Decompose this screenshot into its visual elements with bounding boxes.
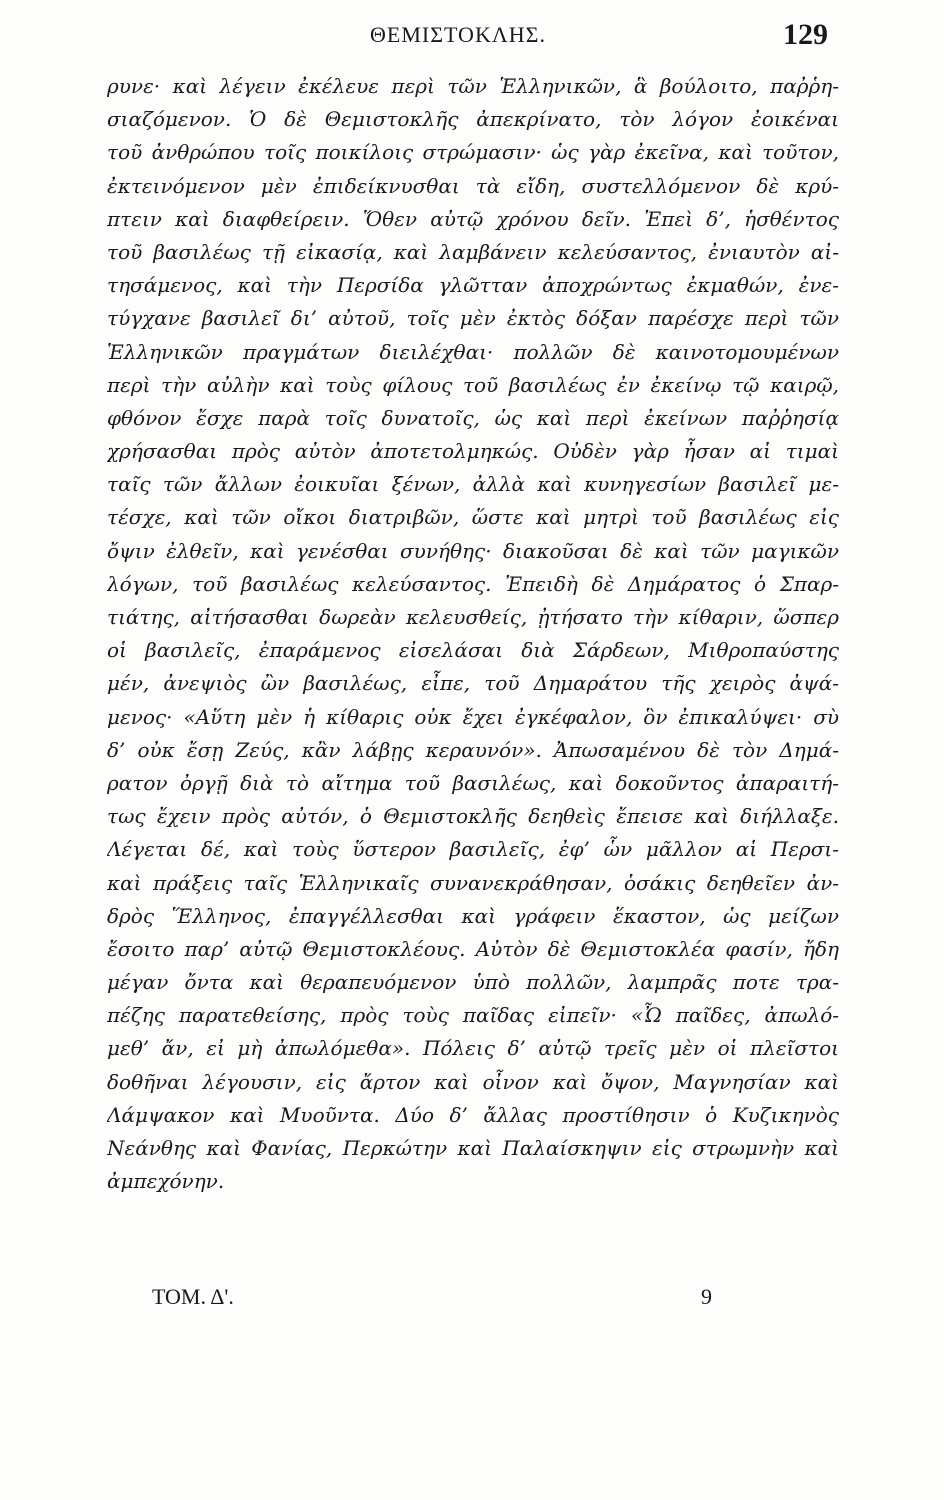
text-line: μέγαν ὄντα καὶ θεραπευόμενον ὑπὸ πολλῶν, λαμπρᾶς ποτε τρα- bbox=[107, 970, 839, 995]
text-line: ἀμπεχόνην. bbox=[107, 1169, 225, 1194]
text-line: ἐκτεινόμενον μὲν ἐπιδείκνυσθαι τὰ εἴδη, συστελλόμενον δὲ κρύ- bbox=[107, 173, 839, 198]
text-line: τιάτης, αἰτήσασθαι δωρεὰν κελευσθείς, ᾐτήσατο τὴν κίθαριν, ὥσπερ bbox=[107, 605, 839, 629]
text-line: δρὸς Ἕλληνος, ἐπαγγέλλεσθαι καὶ γράφειν ἕκαστον, ὡς μείζων bbox=[107, 903, 839, 928]
text-line: ὄψιν ἐλθεῖν, καὶ γενέσθαι συνήθης· διακοῦσαι δὲ καὶ τῶν μαγικῶν bbox=[107, 538, 839, 563]
text-line: καὶ πράξεις ταῖς Ἑλληνικαῖς συνανεκράθησαν, ὁσάκις δεηθεῖεν ἀν- bbox=[107, 870, 839, 895]
text-line: φθόνον ἔσχε παρὰ τοῖς δυνατοῖς, ὡς καὶ περὶ ἐκείνων παῤῥησίᾳ bbox=[107, 405, 839, 430]
text-line: Λέγεται δέ, καὶ τοὺς ὕστερον βασιλεῖς, ἐφ’ ὧν μᾶλλον αἱ Περσι- bbox=[107, 837, 839, 862]
text-line: τως ἔχειν πρὸς αὐτόν, ὁ Θεμιστοκλῆς δεηθεὶς ἔπεισε καὶ διήλλαξε. bbox=[107, 804, 839, 829]
text-line: Νεάνθης καὶ Φανίας, Περκώτην καὶ Παλαίσκηψιν εἰς στρωμνὴν καὶ bbox=[107, 1136, 839, 1160]
text-line: μενος· «Αὕτη μὲν ἡ κίθαρις οὐκ ἔχει ἐγκέφαλον, ὃν ἐπικαλύψει· σὺ bbox=[107, 704, 839, 729]
text-line: πτειν καὶ διαφθείρειν. Ὅθεν αὐτῷ χρόνου δεῖν. Ἐπεὶ δ’, ἡσθέντος bbox=[107, 206, 839, 231]
text-line: τοῦ ἀνθρώπου τοῖς ποικίλοις στρώμασιν· ὡς γὰρ ἐκεῖνα, καὶ τοῦτον, bbox=[107, 140, 839, 165]
text-line: μέν, ἀνεψιὸς ὢν βασιλέως, εἶπε, τοῦ Δημαράτου τῆς χειρὸς ἀψά- bbox=[107, 671, 839, 696]
text-line: χρήσασθαι πρὸς αὐτὸν ἀποτετολμηκώς. Οὐδὲν γὰρ ἦσαν αἱ τιμαὶ bbox=[107, 439, 839, 464]
text-line: τοῦ βασιλέως τῇ εἰκασίᾳ, καὶ λαμβάνειν κελεύσαντος, ἐνιαυτὸν αἰ- bbox=[107, 239, 839, 264]
text-line: μεθ’ ἄν, εἰ μὴ ἀπωλόμεθα». Πόλεις δ’ αὐτῷ τρεῖς μὲν οἱ πλεῖστοι bbox=[107, 1036, 839, 1061]
running-head bbox=[100, 16, 840, 56]
page-number: 129 bbox=[783, 18, 828, 51]
text-line: οἱ βασιλεῖς, ἐπαράμενος εἰσελάσαι διὰ Σάρδεων, Μιθροπαύστης bbox=[107, 638, 839, 663]
page-footer bbox=[152, 1284, 712, 1320]
text-line: τέσχε, καὶ τῶν οἴκοι διατριβῶν, ὥστε καὶ μητρὶ τοῦ βασιλέως εἰς bbox=[107, 505, 839, 530]
text-line: περὶ τὴν αὐλὴν καὶ τοὺς φίλους τοῦ βασιλέως ἐν ἐκείνῳ τῷ καιρῷ, bbox=[107, 372, 839, 397]
volume-signature: ΤΟΜ. Δ'. bbox=[152, 1284, 234, 1309]
body-text bbox=[107, 70, 839, 1198]
text-line: ταῖς τῶν ἄλλων ἐοικυῖαι ξένων, ἀλλὰ καὶ κυνηγεσίων βασιλεῖ με- bbox=[107, 472, 839, 497]
text-line: Ἑλληνικῶν πραγμάτων διειλέχθαι· πολλῶν δὲ καινοτομουμένων bbox=[107, 339, 839, 364]
text-line: δοθῆναι λέγουσιν, εἰς ἄρτον καὶ οἶνον καὶ ὄψον, Μαγνησίαν καὶ bbox=[107, 1069, 839, 1094]
running-title: ΘΕΜΙΣΤΟΚΛΗΣ. bbox=[370, 22, 546, 47]
text-line: λόγων, τοῦ βασιλέως κελεύσαντος. Ἐπειδὴ δὲ Δημάρατος ὁ Σπαρ- bbox=[107, 571, 839, 596]
text-line: ρατον ὀργῇ διὰ τὸ αἴτημα τοῦ βασιλέως, καὶ δοκοῦντος ἀπαραιτή- bbox=[107, 770, 839, 795]
sheet-number: 9 bbox=[701, 1284, 712, 1309]
text-line: τησάμενος, καὶ τὴν Περσίδα γλῶτταν ἀποχρώντως ἐκμαθών, ἐνε- bbox=[107, 273, 839, 298]
text-line: σιαζόμενον. Ὁ δὲ Θεμιστοκλῆς ἀπεκρίνατο, τὸν λόγον ἐοικέναι bbox=[107, 107, 839, 132]
text-line: πέζης παρατεθείσης, πρὸς τοὺς παῖδας εἰπεῖν· «Ὦ παῖδες, ἀπωλό- bbox=[107, 1003, 839, 1028]
text-line: τύγχανε βασιλεῖ δι’ αὐτοῦ, τοῖς μὲν ἐκτὸς δόξαν παρέσχε περὶ τῶν bbox=[107, 306, 839, 331]
text-line: ἔσοιτο παρ’ αὐτῷ Θεμιστοκλέους. Αὐτὸν δὲ Θεμιστοκλέα φασίν, ἤδη bbox=[107, 936, 839, 961]
text-line: Λάμψακον καὶ Μυοῦντα. Δύο δ’ ἄλλας προστίθησιν ὁ Κυζικηνὸς bbox=[107, 1102, 839, 1127]
text-line: ρυνε· καὶ λέγειν ἐκέλευε περὶ τῶν Ἑλληνικῶν, ἃ βούλοιτο, παῤῥη- bbox=[107, 74, 839, 98]
text-line: δ’ οὐκ ἔσῃ Ζεύς, κἂν λάβῃς κεραυνόν». Ἀπωσαμένου δὲ τὸν Δημά- bbox=[107, 737, 839, 762]
